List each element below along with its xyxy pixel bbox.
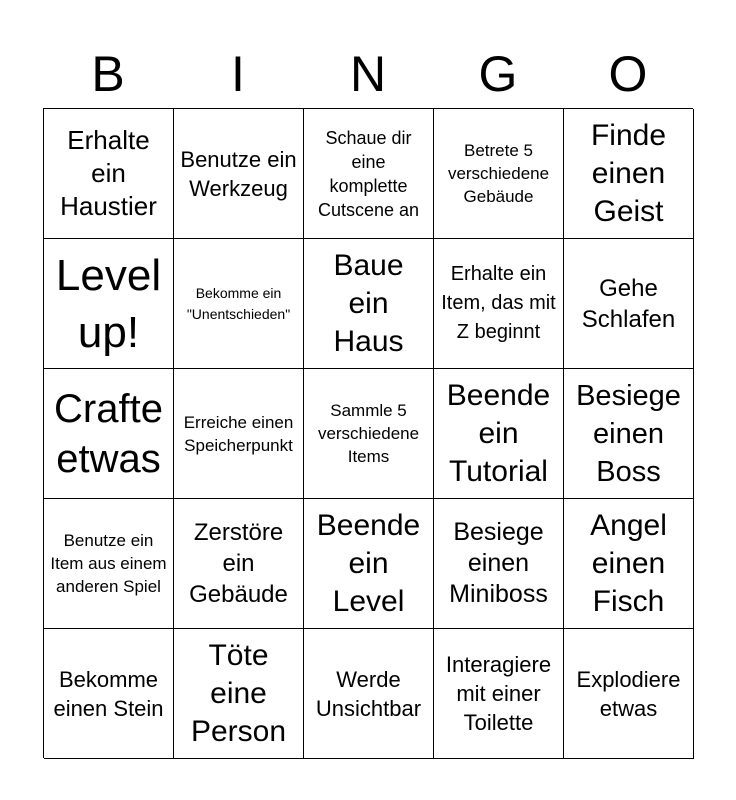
- bingo-cell-r3c2[interactable]: [174, 369, 304, 499]
- cell-text: Gehe Schlafen: [581, 274, 676, 333]
- cell-text: Sammle 5 verschiedene Items: [317, 401, 420, 466]
- cell-text: Töte eine Person: [190, 638, 287, 748]
- bingo-cell-r4c2[interactable]: [174, 499, 304, 629]
- cell-text: Schaue dir eine komplette Cutscene an: [317, 127, 420, 220]
- cell-text: Benutze ein Werkzeug: [180, 146, 297, 201]
- header-letter-i: I: [231, 46, 245, 102]
- cell-text: Interagiere mit einer Toilette: [445, 652, 552, 735]
- cell-text: Bekomme ein "Unentschieden": [186, 284, 291, 322]
- cell-text: Erhalte ein Item, das mit Z beginnt: [441, 263, 556, 343]
- bingo-cell-r4c4[interactable]: [434, 499, 564, 629]
- bingo-cell-r5c3[interactable]: [304, 629, 434, 759]
- cell-text: Besiege einen Boss: [576, 379, 681, 488]
- cell-text: Explodiere etwas: [576, 666, 681, 721]
- bingo-cell-r5c4[interactable]: [434, 629, 564, 759]
- cell-text: Bekomme einen Stein: [53, 666, 164, 721]
- bingo-cell-r1c2[interactable]: [174, 109, 304, 239]
- cell-text: Beende ein Level: [316, 508, 421, 618]
- bingo-cell-r4c3[interactable]: [304, 499, 434, 629]
- cell-text: Finde einen Geist: [590, 118, 667, 228]
- bingo-cell-r5c5[interactable]: [564, 629, 694, 759]
- cell-text: Crafte etwas: [54, 386, 163, 481]
- bingo-cell-r3c4[interactable]: [434, 369, 564, 499]
- header-letter-n: N: [349, 46, 387, 102]
- header-letter-o: O: [608, 46, 648, 102]
- bingo-cell-r5c2[interactable]: [174, 629, 304, 759]
- bingo-cell-r2c4[interactable]: [434, 239, 564, 369]
- header-letter-g: G: [478, 46, 518, 102]
- cell-text: Erreiche einen Speicherpunkt: [183, 412, 294, 455]
- cell-text: Besiege einen Miniboss: [449, 518, 548, 608]
- cell-text: Zerstöre ein Gebäude: [189, 519, 288, 608]
- bingo-cell-r2c5[interactable]: [564, 239, 694, 369]
- bingo-cell-r3c3[interactable]: [304, 369, 434, 499]
- bingo-cell-r2c3[interactable]: [304, 239, 434, 369]
- bingo-cell-r1c5[interactable]: [564, 109, 694, 239]
- bingo-cell-r5c1[interactable]: [44, 629, 174, 759]
- cell-text: Erhalte ein Haustier: [60, 125, 157, 221]
- cell-text: Baue ein Haus: [333, 248, 404, 358]
- bingo-cell-r3c5[interactable]: [564, 369, 694, 499]
- cell-text: Level up!: [55, 250, 162, 357]
- bingo-cell-r4c5[interactable]: [564, 499, 694, 629]
- bingo-cell-r1c4[interactable]: [434, 109, 564, 239]
- cell-text: Beende ein Tutorial: [446, 378, 551, 488]
- bingo-cell-r2c1[interactable]: [44, 239, 174, 369]
- cell-text: Angel einen Fisch: [590, 508, 667, 618]
- bingo-cell-r2c2[interactable]: [174, 239, 304, 369]
- bingo-cell-r3c1[interactable]: [44, 369, 174, 499]
- cell-text: Betrete 5 verschiedene Gebäude: [447, 141, 550, 206]
- header-letter-b: B: [91, 46, 125, 102]
- cell-text: Benutze ein Item aus einem anderen Spiel: [50, 531, 167, 596]
- bingo-cell-r1c3[interactable]: [304, 109, 434, 239]
- bingo-grid: [43, 108, 693, 758]
- cell-text: Werde Unsichtbar: [315, 666, 422, 721]
- bingo-cell-r4c1[interactable]: [44, 499, 174, 629]
- bingo-cell-r1c1[interactable]: [44, 109, 174, 239]
- bingo-header: [43, 40, 693, 108]
